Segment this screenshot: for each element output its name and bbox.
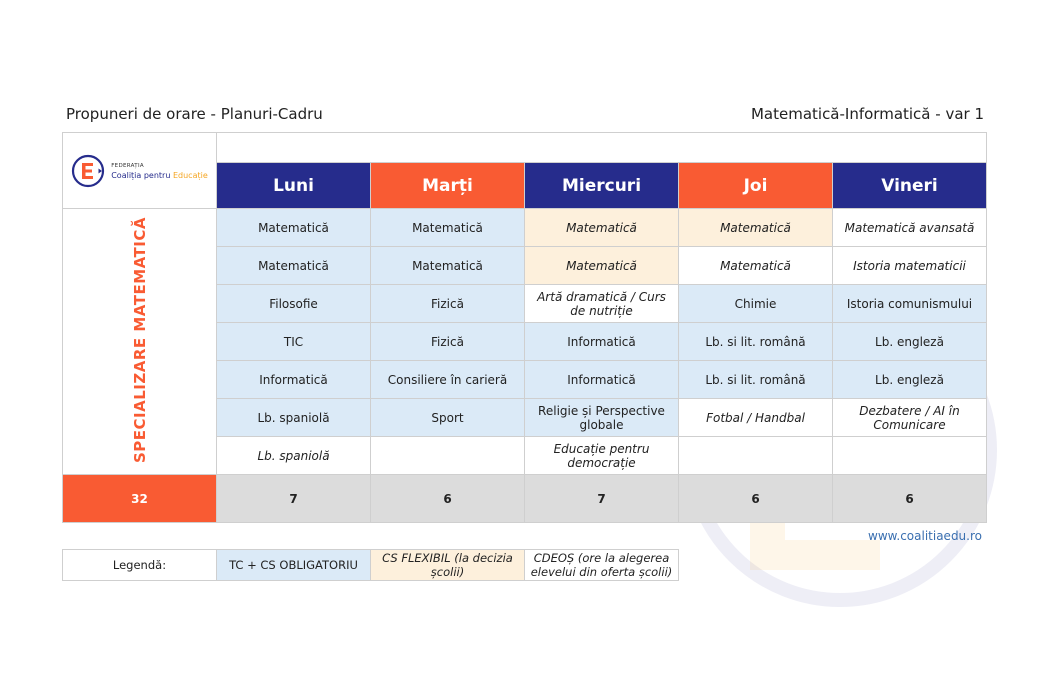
subject-cell: Fizică	[371, 323, 525, 361]
subject-cell: Informatică	[217, 361, 371, 399]
subject-cell	[679, 437, 833, 475]
subject-cell: Dezbatere / AI în Comunicare	[833, 399, 987, 437]
logo-cell	[63, 133, 217, 209]
timetable	[62, 132, 987, 523]
subject-cell: Matematică	[525, 209, 679, 247]
legend-item: CS FLEXIBIL (la decizia școlii)	[371, 550, 525, 581]
subject-cell: Lb. engleză	[833, 323, 987, 361]
subject-cell: Matematică	[217, 247, 371, 285]
subject-cell: Lb. si lit. română	[679, 361, 833, 399]
variant-title: Matematică-Informatică - var 1	[750, 105, 984, 123]
day-total-hours: 6	[833, 475, 987, 523]
day-header-luni: Luni	[217, 163, 371, 209]
subject-cell: Religie și Perspective globale	[525, 399, 679, 437]
day-total-hours: 7	[525, 475, 679, 523]
subject-cell: Educație pentru democrație	[525, 437, 679, 475]
day-header-joi: Joi	[679, 163, 833, 209]
subject-cell: Matematică	[371, 247, 525, 285]
logo-line-educatie: Educație	[172, 170, 208, 180]
day-total-hours: 6	[371, 475, 525, 523]
legend-label: Legendă:	[63, 550, 217, 581]
subject-cell: Artă dramatică / Curs de nutriție	[525, 285, 679, 323]
subject-cell: Matematică	[679, 247, 833, 285]
logo-line-federatia: FEDERAȚIA	[111, 162, 144, 169]
day-header-vineri: Vineri	[833, 163, 987, 209]
day-header-miercuri: Miercuri	[525, 163, 679, 209]
legend	[62, 549, 679, 581]
day-total-hours: 7	[217, 475, 371, 523]
day-header-marți: Marți	[371, 163, 525, 209]
legend-item: CDEOȘ (ore la alegerea elevelui din oferta școlii)	[525, 550, 679, 581]
subject-cell: Fizică	[371, 285, 525, 323]
subject-cell: Lb. spaniolă	[217, 399, 371, 437]
subject-cell: Consiliere în carieră	[371, 361, 525, 399]
subject-cell: Filosofie	[217, 285, 371, 323]
subject-cell: Fotbal / Handbal	[679, 399, 833, 437]
website-link[interactable]: www.coalitiaedu.ro	[868, 529, 982, 543]
subject-cell: Lb. si lit. română	[679, 323, 833, 361]
subject-cell: Istoria matematicii	[833, 247, 987, 285]
subject-cell: Sport	[371, 399, 525, 437]
day-total-hours: 6	[679, 475, 833, 523]
subject-cell: Informatică	[525, 361, 679, 399]
specialization-label-cell	[63, 209, 217, 475]
subject-cell: Matematică	[371, 209, 525, 247]
subject-cell: Matematică	[679, 209, 833, 247]
total-hours: 32	[63, 475, 217, 523]
subject-cell: Informatică	[525, 323, 679, 361]
specialization-label: SPECIALIZARE MATEMATICĂ	[130, 216, 149, 464]
subject-cell: Matematică	[217, 209, 371, 247]
subject-cell: Matematică avansată	[833, 209, 987, 247]
page-title: Propuneri de orare - Planuri-Cadru	[66, 105, 323, 123]
subject-cell: TIC	[217, 323, 371, 361]
legend-item: TC + CS OBLIGATORIU	[217, 550, 371, 581]
top-blank-cell	[217, 133, 987, 163]
subject-cell: Lb. spaniolă	[217, 437, 371, 475]
subject-cell: Istoria comunismului	[833, 285, 987, 323]
subject-cell: Lb. engleză	[833, 361, 987, 399]
brand-logo	[67, 133, 212, 208]
subject-cell	[833, 437, 987, 475]
coalitia-logo-icon	[71, 154, 105, 188]
subject-cell: Matematică	[525, 247, 679, 285]
subject-cell	[371, 437, 525, 475]
logo-line-coalitia: Coaliția pentru	[111, 170, 173, 180]
subject-cell: Chimie	[679, 285, 833, 323]
